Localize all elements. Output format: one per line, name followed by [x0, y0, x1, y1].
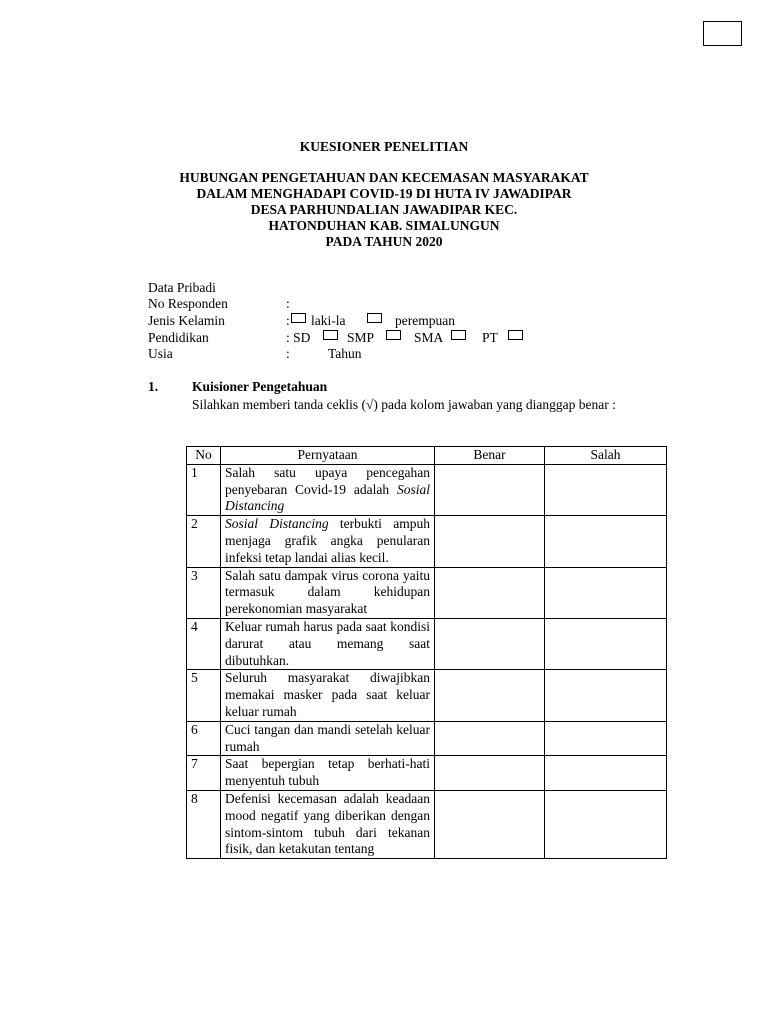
row-number: 7 — [187, 756, 221, 791]
row-number: 6 — [187, 721, 221, 756]
header-true: Benar — [435, 447, 545, 465]
table-row — [187, 670, 667, 721]
row-number: 4 — [187, 618, 221, 669]
sma-checkbox[interactable] — [451, 330, 466, 340]
section-title: Kuisioner Pengetahuan — [192, 379, 328, 394]
pt-checkbox[interactable] — [508, 330, 523, 340]
answer-true-cell[interactable] — [435, 464, 545, 515]
header-statement: Pernyataan — [221, 447, 435, 465]
row-number: 3 — [187, 567, 221, 618]
answer-true-cell[interactable] — [435, 670, 545, 721]
education-smp-label: SMP — [347, 330, 375, 345]
subtitle-line-4: HATONDUHAN KAB. SIMALUNGUN — [268, 218, 500, 233]
age-colon: : — [286, 346, 290, 361]
age-label: Usia — [148, 346, 173, 361]
instruction-text: Silahkan memberi tanda ceklis (√) pada kolom jawaban yang dianggap benar : — [192, 397, 616, 412]
row-number: 8 — [187, 790, 221, 858]
answer-false-cell[interactable] — [545, 464, 667, 515]
sd-checkbox[interactable] — [323, 330, 338, 340]
table-row — [187, 721, 667, 756]
subtitle-line-1: HUBUNGAN PENGETAHUAN DAN KECEMASAN MASYARAKAT — [179, 170, 589, 185]
row-number: 1 — [187, 464, 221, 515]
answer-false-cell[interactable] — [545, 790, 667, 858]
row-number: 5 — [187, 670, 221, 721]
table-row — [187, 516, 667, 567]
answer-true-cell[interactable] — [435, 790, 545, 858]
male-checkbox[interactable] — [291, 313, 306, 323]
header-false: Salah — [545, 447, 667, 465]
answer-false-cell[interactable] — [545, 618, 667, 669]
personal-data-heading: Data Pribadi — [148, 280, 216, 295]
answer-true-cell[interactable] — [435, 516, 545, 567]
section-number: 1. — [148, 379, 159, 394]
answer-false-cell[interactable] — [545, 756, 667, 791]
row-number: 2 — [187, 516, 221, 567]
table-row — [187, 567, 667, 618]
female-label: perempuan — [395, 313, 455, 328]
education-sd-label: : SD — [286, 330, 311, 345]
gender-colon: : — [286, 313, 290, 328]
answer-true-cell[interactable] — [435, 618, 545, 669]
answer-false-cell[interactable] — [545, 516, 667, 567]
answer-true-cell[interactable] — [435, 567, 545, 618]
responden-field[interactable]: : — [286, 296, 290, 311]
row-statement: Sosial Distancing terbukti ampuh menjaga grafik angka penularan infeksi tetap landai alias kecil. — [221, 516, 435, 567]
page-number-box — [703, 21, 742, 46]
table-row — [187, 756, 667, 791]
subtitle-line-2: DALAM MENGHADAPI COVID-19 DI HUTA IV JAWADIPAR — [196, 186, 572, 201]
row-statement: Cuci tangan dan mandi setelah keluar rumah — [221, 721, 435, 756]
answer-true-cell[interactable] — [435, 756, 545, 791]
row-statement: Keluar rumah harus pada saat kondisi darurat atau memang saat dibutuhkan. — [221, 618, 435, 669]
answer-false-cell[interactable] — [545, 721, 667, 756]
education-sma-label: SMA — [414, 330, 444, 345]
row-statement: Seluruh masyarakat diwajibkan memakai masker pada saat keluar keluar rumah — [221, 670, 435, 721]
education-label: Pendidikan — [148, 330, 209, 345]
row-statement: Saat bepergian tetap berhati-hati menyentuh tubuh — [221, 756, 435, 791]
row-statement: Salah satu dampak virus corona yaitu termasuk dalam kehidupan perekonomian masyarakat — [221, 567, 435, 618]
female-checkbox[interactable] — [367, 313, 382, 323]
male-label: laki-la — [311, 313, 346, 328]
age-unit: Tahun — [328, 346, 362, 361]
education-pt-label: PT — [482, 330, 498, 345]
table-header-row — [187, 447, 667, 465]
document-title: KUESIONER PENELITIAN — [299, 139, 469, 154]
answer-false-cell[interactable] — [545, 670, 667, 721]
table-row — [187, 790, 667, 858]
gender-label: Jenis Kelamin — [148, 313, 225, 328]
knowledge-table — [186, 446, 667, 859]
responden-label: No Responden — [148, 296, 228, 311]
row-statement: Defenisi kecemasan adalah keadaan mood negatif yang diberikan dengan sintom-sintom tubuh dari tekanan fisik, dan ketakutan tentang — [221, 790, 435, 858]
smp-checkbox[interactable] — [386, 330, 401, 340]
subtitle-line-3: DESA PARHUNDALIAN JAWADIPAR KEC. — [250, 202, 518, 217]
subtitle-line-5: PADA TAHUN 2020 — [325, 234, 443, 249]
header-no: No — [187, 447, 221, 465]
table-row — [187, 464, 667, 515]
answer-true-cell[interactable] — [435, 721, 545, 756]
row-statement: Salah satu upaya pencegahan penyebaran Covid-19 adalah Sosial Distancing — [221, 464, 435, 515]
answer-false-cell[interactable] — [545, 567, 667, 618]
table-row — [187, 618, 667, 669]
